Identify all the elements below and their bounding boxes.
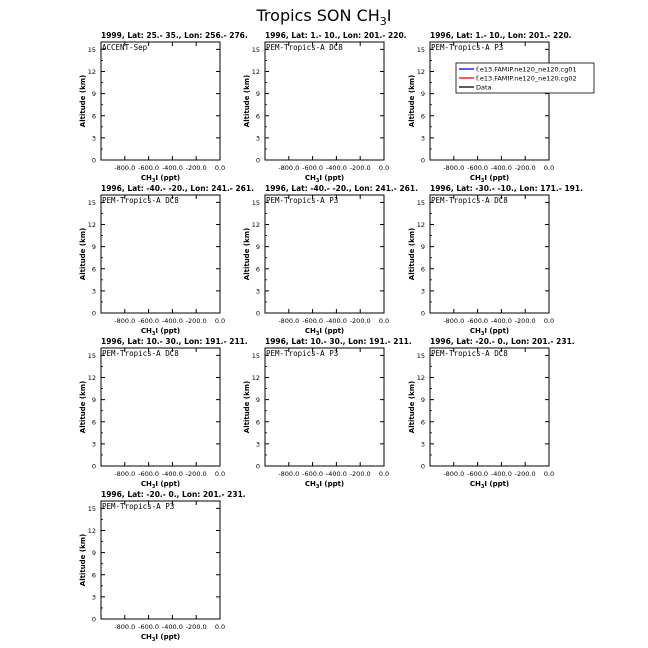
plot-frame <box>265 42 384 160</box>
panel-header: 1996, Lat: -20.- 0., Lon: 201.- 231. <box>101 490 246 499</box>
y-tick-label: 0 <box>420 462 425 471</box>
y-tick-label: 12 <box>251 374 260 382</box>
y-tick-label: 12 <box>251 68 260 76</box>
y-tick-label: 9 <box>420 90 425 99</box>
y-tick-label: 9 <box>255 396 260 405</box>
y-tick-label: 9 <box>420 396 425 405</box>
plot-frame <box>430 42 549 160</box>
y-tick-label: 15 <box>416 351 425 360</box>
x-axis-label: $CH_3I$ (ppt) <box>469 480 510 490</box>
x-tick-label: -600.0 <box>138 470 160 478</box>
x-axis-label: $CH_3I$ (ppt) <box>140 327 181 337</box>
panel-header: 1996, Lat: -40.- -20., Lon: 241.- 261. <box>265 184 418 193</box>
y-tick-label: 6 <box>91 112 96 121</box>
y-axis-label: Altitude (km) <box>79 533 87 587</box>
x-tick-label: -800.0 <box>278 164 300 172</box>
x-tick-label: 0.0 <box>378 470 390 478</box>
x-tick-label: -200.0 <box>349 470 371 478</box>
y-tick-label: 3 <box>91 134 96 143</box>
x-axis-label: $CH_3I$ (ppt) <box>140 633 181 643</box>
x-axis-label: $CH_3I$ (ppt) <box>140 480 181 490</box>
x-tick-label: -200.0 <box>349 317 371 325</box>
panel-header: 1996, Lat: -20.- 0., Lon: 201.- 231. <box>430 337 575 346</box>
x-tick-label: -200.0 <box>185 317 207 325</box>
x-tick-label: -200.0 <box>514 317 536 325</box>
panel-4 <box>79 184 254 337</box>
y-tick-label: 0 <box>91 309 96 318</box>
y-axis-label: Altitude (km) <box>243 74 251 128</box>
x-tick-label: -600.0 <box>302 164 324 172</box>
campaign-label: PEM-Tropics-A DC8 <box>431 196 508 205</box>
y-tick-label: 6 <box>420 418 425 427</box>
plot-frame <box>430 195 549 313</box>
campaign-label: PEM-Tropics-A DC8 <box>431 349 508 358</box>
y-tick-label: 3 <box>255 440 260 449</box>
x-tick-label: 0.0 <box>378 317 390 325</box>
campaign-label: PEM-Tropics-A DC8 <box>266 43 343 52</box>
y-tick-label: 9 <box>91 243 96 252</box>
x-tick-label: -400.0 <box>161 317 183 325</box>
x-tick-label: -200.0 <box>185 470 207 478</box>
y-tick-label: 15 <box>87 198 96 207</box>
campaign-label: PEM-Tropics-A DC8 <box>102 349 179 358</box>
x-tick-label: -800.0 <box>443 317 465 325</box>
legend-label: f.e13.FAMIP.ne120_ne120.cg02 <box>476 74 577 83</box>
y-tick-label: 0 <box>420 156 425 165</box>
y-tick-label: 9 <box>420 243 425 252</box>
campaign-label: PEM-Tropics-A P3 <box>431 43 504 52</box>
y-tick-label: 6 <box>91 418 96 427</box>
panel-1 <box>79 31 248 184</box>
x-tick-label: -600.0 <box>467 164 489 172</box>
x-tick-label: -400.0 <box>161 623 183 631</box>
x-tick-label: 0.0 <box>214 317 226 325</box>
x-axis-label: $CH_3I$ (ppt) <box>469 174 510 184</box>
panel-10 <box>79 490 246 643</box>
y-tick-label: 12 <box>416 374 425 382</box>
y-tick-label: 15 <box>251 45 260 54</box>
x-tick-label: -400.0 <box>161 470 183 478</box>
y-tick-label: 12 <box>251 221 260 229</box>
plot-frame <box>101 42 220 160</box>
y-tick-label: 15 <box>87 351 96 360</box>
y-tick-label: 12 <box>87 374 96 382</box>
x-tick-label: -600.0 <box>138 317 160 325</box>
x-tick-label: -200.0 <box>185 623 207 631</box>
panel-5 <box>243 184 418 337</box>
y-tick-label: 3 <box>91 440 96 449</box>
panel-6 <box>408 184 583 337</box>
panel-3 <box>408 31 572 184</box>
y-axis-label: Altitude (km) <box>243 227 251 281</box>
x-tick-label: -400.0 <box>325 317 347 325</box>
y-tick-label: 9 <box>91 549 96 558</box>
y-tick-label: 12 <box>87 527 96 535</box>
y-tick-label: 3 <box>420 287 425 296</box>
panel-header: 1996, Lat: 10.- 30., Lon: 191.- 211. <box>265 337 412 346</box>
panel-header: 1996, Lat: -30.- -10., Lon: 171.- 191. <box>430 184 583 193</box>
panel-9 <box>408 337 575 490</box>
x-tick-label: 0.0 <box>214 623 226 631</box>
y-tick-label: 15 <box>416 45 425 54</box>
panel-header: 1996, Lat: 1.- 10., Lon: 201.- 220. <box>430 31 572 40</box>
y-tick-label: 0 <box>255 156 260 165</box>
panel-header: 1996, Lat: 10.- 30., Lon: 191.- 211. <box>101 337 248 346</box>
y-tick-label: 6 <box>255 265 260 274</box>
y-tick-label: 6 <box>255 418 260 427</box>
x-tick-label: 0.0 <box>543 164 555 172</box>
y-tick-label: 9 <box>255 243 260 252</box>
y-axis-label: Altitude (km) <box>79 227 87 281</box>
y-tick-label: 0 <box>420 309 425 318</box>
y-axis-label: Altitude (km) <box>79 380 87 434</box>
x-tick-label: -800.0 <box>114 317 136 325</box>
campaign-label: ACCENT-Sep <box>102 43 148 52</box>
panel-7 <box>79 337 248 490</box>
y-tick-label: 15 <box>251 351 260 360</box>
y-tick-label: 6 <box>420 112 425 121</box>
y-tick-label: 12 <box>416 68 425 76</box>
y-axis-label: Altitude (km) <box>408 227 416 281</box>
y-tick-label: 15 <box>87 45 96 54</box>
x-tick-label: -600.0 <box>302 470 324 478</box>
y-tick-label: 9 <box>255 90 260 99</box>
y-tick-label: 3 <box>420 134 425 143</box>
y-tick-label: 3 <box>255 287 260 296</box>
figure-title-main: Tropics SON CH <box>256 6 380 25</box>
plot-frame <box>101 501 220 619</box>
panel-header: 1996, Lat: -40.- -20., Lon: 241.- 261. <box>101 184 254 193</box>
plot-frame <box>101 348 220 466</box>
panel-header: 1999, Lat: 25.- 35., Lon: 256.- 276. <box>101 31 248 40</box>
campaign-label: PEM-Tropics-A P3 <box>102 502 175 511</box>
x-tick-label: -200.0 <box>514 470 536 478</box>
x-tick-label: 0.0 <box>378 164 390 172</box>
plot-frame <box>101 195 220 313</box>
x-tick-label: 0.0 <box>543 470 555 478</box>
legend <box>456 63 594 93</box>
y-tick-label: 9 <box>91 396 96 405</box>
y-tick-label: 15 <box>416 198 425 207</box>
x-tick-label: -400.0 <box>325 164 347 172</box>
y-tick-label: 0 <box>255 462 260 471</box>
y-tick-label: 3 <box>255 134 260 143</box>
x-tick-label: -200.0 <box>349 164 371 172</box>
y-tick-label: 12 <box>416 221 425 229</box>
y-tick-label: 0 <box>91 462 96 471</box>
x-tick-label: -600.0 <box>302 317 324 325</box>
x-tick-label: 0.0 <box>214 470 226 478</box>
plot-frame <box>430 348 549 466</box>
x-tick-label: -800.0 <box>278 470 300 478</box>
y-tick-label: 15 <box>251 198 260 207</box>
panel-header: 1996, Lat: 1.- 10., Lon: 201.- 220. <box>265 31 407 40</box>
plot-frame <box>265 195 384 313</box>
x-tick-label: -800.0 <box>114 470 136 478</box>
x-tick-label: -800.0 <box>114 623 136 631</box>
x-tick-label: -800.0 <box>443 470 465 478</box>
x-tick-label: -200.0 <box>514 164 536 172</box>
y-tick-label: 6 <box>91 265 96 274</box>
y-tick-label: 12 <box>87 221 96 229</box>
y-tick-label: 12 <box>87 68 96 76</box>
x-tick-label: -400.0 <box>490 470 512 478</box>
x-tick-label: -200.0 <box>185 164 207 172</box>
panel-8 <box>243 337 412 490</box>
x-tick-label: -400.0 <box>490 317 512 325</box>
y-tick-label: 3 <box>91 593 96 602</box>
panel-2 <box>243 31 407 184</box>
y-axis-label: Altitude (km) <box>79 74 87 128</box>
x-tick-label: 0.0 <box>214 164 226 172</box>
y-axis-label: Altitude (km) <box>243 380 251 434</box>
x-tick-label: -400.0 <box>325 470 347 478</box>
x-axis-label: $CH_3I$ (ppt) <box>304 480 345 490</box>
x-tick-label: -400.0 <box>490 164 512 172</box>
legend-label: Data <box>476 83 492 92</box>
x-tick-label: -600.0 <box>467 317 489 325</box>
y-tick-label: 6 <box>91 571 96 580</box>
x-axis-label: $CH_3I$ (ppt) <box>140 174 181 184</box>
x-tick-label: -600.0 <box>467 470 489 478</box>
y-tick-label: 15 <box>87 504 96 513</box>
y-tick-label: 0 <box>91 156 96 165</box>
figure-title-sub: 3 <box>379 15 387 29</box>
legend-label: f.e13.FAMIP.ne120_ne120.cg01 <box>476 65 577 74</box>
x-tick-label: -600.0 <box>138 164 160 172</box>
y-axis-label: Altitude (km) <box>408 380 416 434</box>
figure-title-tail: I <box>386 6 392 25</box>
x-tick-label: -800.0 <box>278 317 300 325</box>
x-tick-label: -600.0 <box>138 623 160 631</box>
y-tick-label: 3 <box>91 287 96 296</box>
x-tick-label: 0.0 <box>543 317 555 325</box>
x-tick-label: -400.0 <box>161 164 183 172</box>
campaign-label: PEM-Tropics-A P3 <box>266 196 339 205</box>
y-tick-label: 0 <box>91 615 96 624</box>
y-tick-label: 3 <box>420 440 425 449</box>
x-axis-label: $CH_3I$ (ppt) <box>304 174 345 184</box>
plot-frame <box>265 348 384 466</box>
y-axis-label: Altitude (km) <box>408 74 416 128</box>
x-axis-label: $CH_3I$ (ppt) <box>469 327 510 337</box>
x-tick-label: -800.0 <box>114 164 136 172</box>
campaign-label: PEM-Tropics-A P3 <box>266 349 339 358</box>
y-tick-label: 6 <box>255 112 260 121</box>
x-tick-label: -800.0 <box>443 164 465 172</box>
y-tick-label: 0 <box>255 309 260 318</box>
x-axis-label: $CH_3I$ (ppt) <box>304 327 345 337</box>
campaign-label: PEM-Tropics-A DC8 <box>102 196 179 205</box>
y-tick-label: 9 <box>91 90 96 99</box>
y-tick-label: 6 <box>420 265 425 274</box>
